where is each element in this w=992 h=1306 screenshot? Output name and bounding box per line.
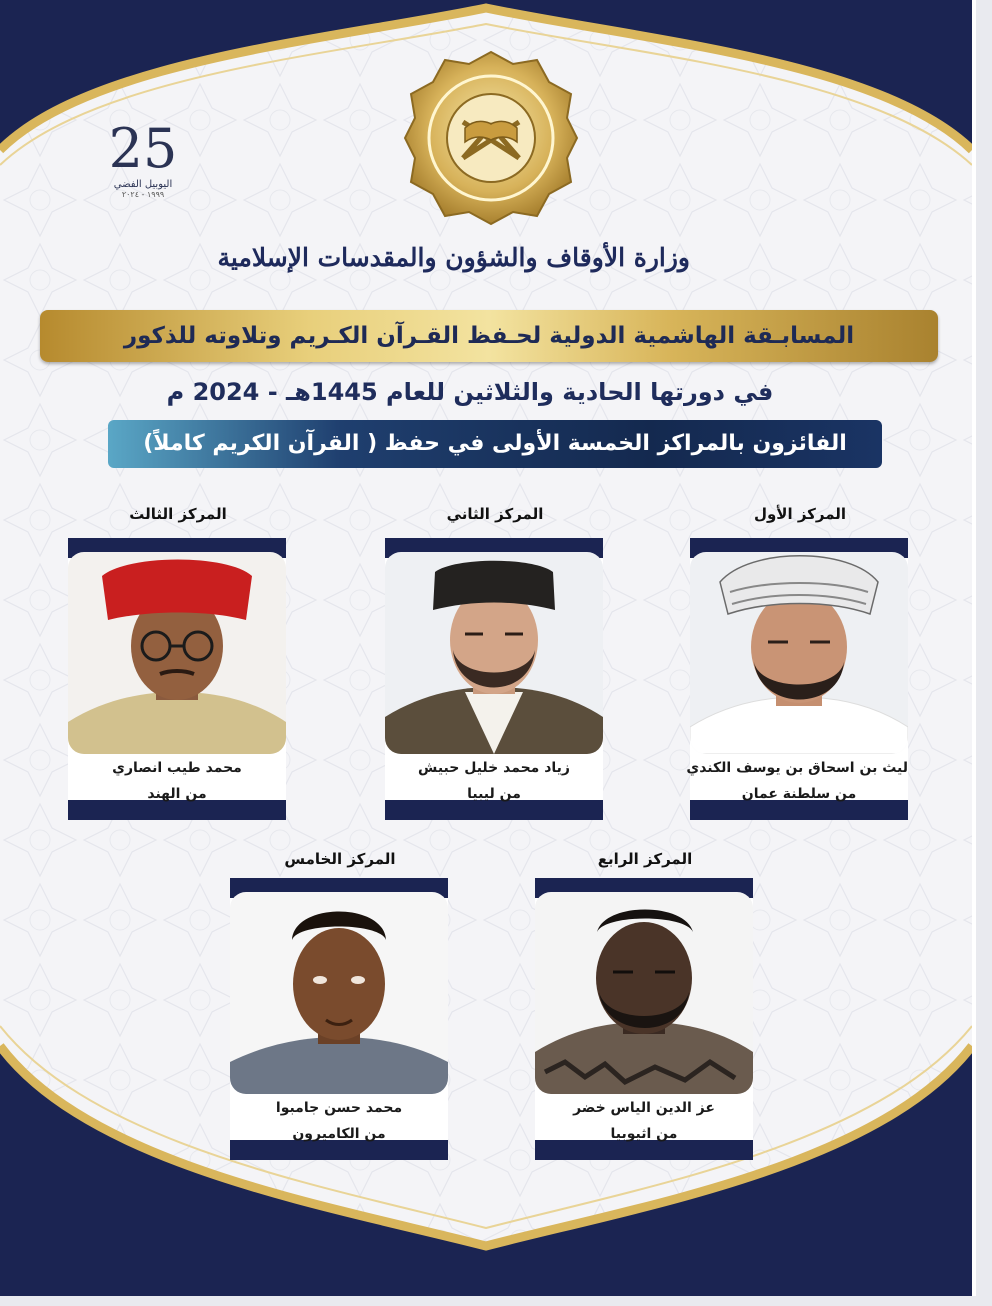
rank-label-first: المركز الأول	[753, 505, 847, 523]
winner-photo	[230, 892, 448, 1094]
winner-name: زياد محمد خليل حبيش	[418, 760, 570, 776]
winner-card-fourth	[535, 878, 753, 1160]
winner-name: ليث بن اسحاق بن يوسف الكندي	[686, 760, 908, 776]
rank-label-second: المركز الثاني	[446, 505, 544, 523]
card-bottom-bar	[385, 800, 603, 820]
card-bottom-bar	[535, 1140, 753, 1160]
ministry-title: وزارة الأوقاف والشؤون والمقدسات الإسلامية	[217, 243, 690, 272]
winner-name: محمد طيب انصاري	[112, 760, 242, 776]
winner-photo	[690, 552, 908, 754]
winners-heading-banner: الفائزون بالمراكز الخمسة الأولى في حفظ ( القرآن الكريم كاملاً)	[108, 420, 882, 468]
winner-photo	[385, 552, 603, 754]
winner-photo	[535, 892, 753, 1094]
bottom-arch	[0, 1016, 972, 1296]
winner-card-first	[686, 538, 908, 820]
winner-card-second	[385, 538, 603, 820]
anniversary-years: ١٩٩٩ - ٢٠٢٤	[121, 190, 165, 199]
competition-title-banner: المسابـقة الهاشمية الدولية لحـفظ القـرآن الكـريم وتلاوته للذكور	[40, 310, 938, 362]
winner-card-third	[68, 538, 286, 820]
winner-country: من سلطنة عمان	[741, 786, 857, 802]
winner-photo	[68, 552, 286, 754]
winner-name: محمد حسن جامبوا	[275, 1100, 403, 1116]
winner-country: من الهند	[147, 786, 207, 802]
silver-jubilee-logo	[98, 117, 188, 275]
card-bottom-bar	[690, 800, 908, 820]
rank-label-third: المركز الثالث	[129, 505, 227, 523]
winner-country: من ليبيا	[467, 786, 521, 802]
card-bottom-bar	[68, 800, 286, 820]
winner-country: من اثيوبيا	[610, 1126, 678, 1142]
card-bottom-bar	[230, 1140, 448, 1160]
winner-country: من الكاميرون	[292, 1126, 386, 1142]
rank-label-fifth: المركز الخامس	[284, 850, 396, 868]
winner-name: عز الدين الياس خضر	[573, 1100, 715, 1116]
winner-card-fifth	[230, 878, 448, 1160]
rank-label-fourth: المركز الرابع	[597, 850, 693, 868]
competition-seal-logo	[403, 50, 579, 226]
anniversary-number: 25	[108, 117, 178, 180]
anniversary-caption: اليوبيل الفضي	[113, 179, 173, 190]
edition-line: في دورتها الحادية والثلاثين للعام 1445هـ - 2024 م	[166, 378, 774, 406]
